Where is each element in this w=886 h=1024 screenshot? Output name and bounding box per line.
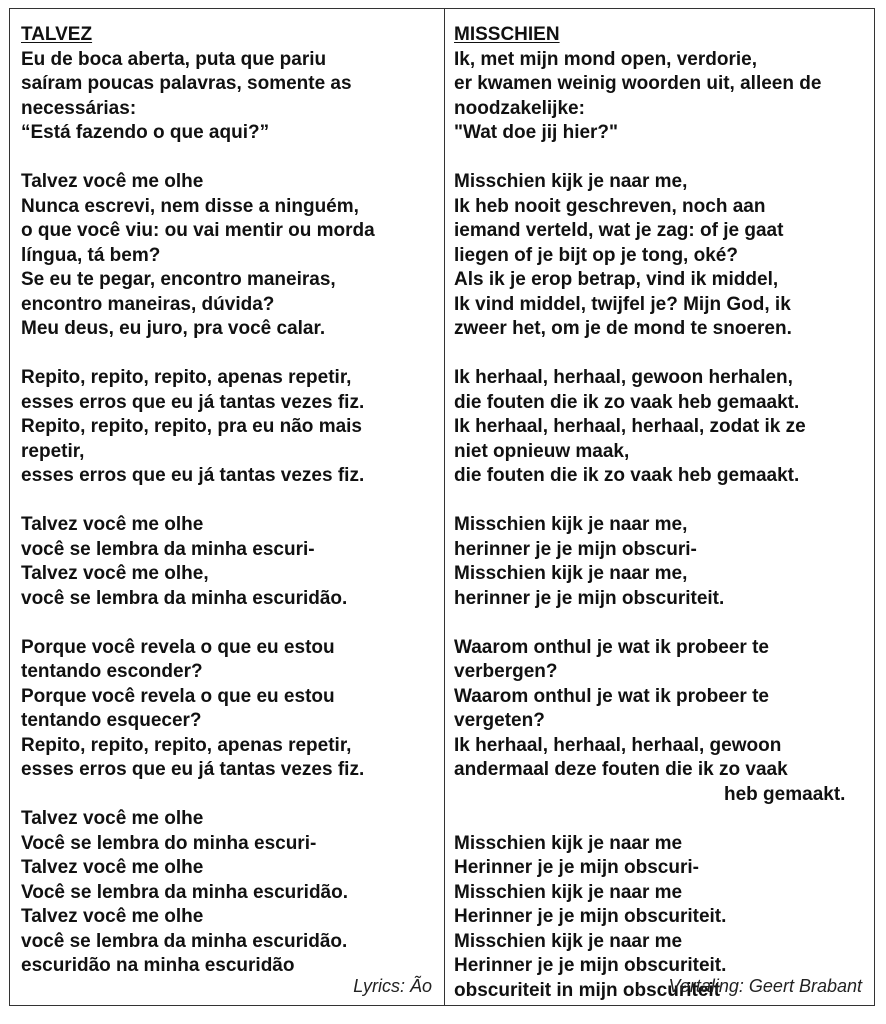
stanza [454, 170, 874, 342]
lyric-line: Talvez você me olhe [21, 808, 204, 829]
lyric-line: "Wat doe jij hier?" [454, 122, 619, 143]
lyric-line: Ik heb nooit geschreven, noch aan [454, 195, 766, 217]
lyric-line: Talvez você me olhe [21, 857, 204, 878]
lyric-line: Porque você revela o que eu estou [21, 636, 335, 658]
stanza [454, 513, 874, 611]
lyric-line: Misschien kijk je naar me, [454, 563, 688, 584]
lyric-line: Misschien kijk je naar me [454, 930, 683, 952]
lyric-line: liegen of je bijt op je tong, oké? [454, 244, 738, 266]
lyrics-credit: Lyrics: Ão [353, 976, 432, 996]
dutch-title: MISSCHIEN [454, 24, 560, 45]
lyric-line: Waarom onthul je wat ik probeer te [454, 685, 769, 707]
lyric-line: Eu de boca aberta, puta que pariu [21, 48, 327, 70]
stanza [21, 48, 444, 146]
lyric-line: Repito, repito, repito, apenas repetir, [21, 734, 352, 756]
lyric-line: vergeten? [454, 710, 545, 731]
lyric-line: você se lembra da minha escuridão. [21, 930, 348, 952]
lyric-line: Se eu te pegar, encontro maneiras, [21, 269, 336, 290]
lyric-line: Als ik je erop betrap, vind ik middel, [454, 269, 779, 290]
lyric-line: Talvez você me olhe [21, 514, 204, 535]
lyric-line: heb gemaakt. [724, 783, 846, 805]
lyric-line: Você se lembra da minha escuridão. [21, 881, 348, 903]
stanza [454, 636, 874, 808]
stanza [454, 366, 874, 489]
lyric-line: Você se lembra do minha escuri- [21, 832, 317, 854]
lyric-line: Misschien kijk je naar me [454, 832, 683, 854]
translation-credit: Vertaling: Geert Brabant [668, 976, 862, 996]
stanza [21, 366, 444, 489]
lyric-line: Misschien kijk je naar me, [454, 171, 688, 192]
lyric-line: esses erros que eu já tantas vezes fiz. [21, 391, 365, 413]
lyric-line: Ik, met mijn mond open, verdorie, [454, 48, 757, 70]
lyric-line: obscuriteit in mijn obscuriteit [454, 979, 721, 1001]
lyric-line: Misschien kijk je naar me [454, 881, 683, 903]
lyric-line: herinner je je mijn obscuriteit. [454, 587, 725, 609]
stanza [21, 170, 444, 342]
lyric-line: Misschien kijk je naar me, [454, 514, 688, 535]
lyric-line: verbergen? [454, 661, 558, 682]
lyric-line: necessárias: [21, 97, 137, 119]
lyric-line: repetir, [21, 440, 85, 462]
lyric-line: Herinner je je mijn obscuri- [454, 857, 699, 878]
lyric-line: tentando esconder? [21, 661, 203, 682]
lyric-line: Ik vind middel, twijfel je? Mijn God, ik [454, 293, 791, 315]
lyric-line: esses erros que eu já tantas vezes fiz. [21, 465, 365, 486]
dutch-translation-column [445, 9, 874, 1005]
lyric-line: noodzakelijke: [454, 97, 585, 119]
lyric-line: escuridão na minha escuridão [21, 955, 295, 976]
lyric-line: você se lembra da minha escuri- [21, 538, 315, 560]
lyric-line: Herinner je je mijn obscuriteit. [454, 955, 727, 976]
stanza [21, 636, 444, 783]
lyric-line: er kwamen weinig woorden uit, alleen de [454, 73, 822, 94]
lyric-line: iemand verteld, wat je zag: of je gaat [454, 220, 784, 241]
lyric-line: Herinner je je mijn obscuriteit. [454, 906, 727, 927]
lyric-line: língua, tá bem? [21, 244, 161, 266]
stanza [21, 513, 444, 611]
portuguese-stanzas [21, 48, 444, 979]
lyric-line: Talvez você me olhe [21, 906, 204, 927]
portuguese-title: TALVEZ [21, 24, 93, 45]
lyric-line: Repito, repito, repito, apenas repetir, [21, 367, 352, 388]
stanza [454, 48, 874, 146]
dutch-stanzas [454, 48, 874, 1004]
lyric-line: herinner je je mijn obscuri- [454, 538, 697, 560]
stanza [21, 807, 444, 979]
lyric-line: você se lembra da minha escuridão. [21, 587, 348, 609]
lyrics-table [9, 8, 875, 1006]
lyric-line: “Está fazendo o que aqui?” [21, 122, 270, 143]
lyric-line: Waarom onthul je wat ik probeer te [454, 636, 769, 658]
lyric-line: Porque você revela o que eu estou [21, 685, 335, 707]
lyric-line: Talvez você me olhe [21, 171, 204, 192]
lyric-line: Ik herhaal, herhaal, herhaal, zodat ik ze [454, 416, 806, 437]
lyric-line: Ik herhaal, herhaal, herhaal, gewoon [454, 734, 782, 756]
lyric-line: andermaal deze fouten die ik zo vaak [454, 759, 788, 780]
lyric-line: Meu deus, eu juro, pra você calar. [21, 318, 326, 339]
lyric-line: die fouten die ik zo vaak heb gemaakt. [454, 391, 800, 413]
lyric-line: Nunca escrevi, nem disse a ninguém, [21, 195, 359, 217]
lyric-line: niet opnieuw maak, [454, 440, 630, 462]
lyric-line: Talvez você me olhe, [21, 563, 209, 584]
lyric-line: die fouten die ik zo vaak heb gemaakt. [454, 465, 800, 486]
lyric-line: tentando esquecer? [21, 710, 202, 731]
portuguese-lyrics-column [10, 9, 445, 1005]
lyric-line: saíram poucas palavras, somente as [21, 73, 352, 94]
lyric-line: Repito, repito, repito, pra eu não mais [21, 416, 362, 437]
lyric-line: o que você viu: ou vai mentir ou morda [21, 220, 375, 241]
lyric-line: encontro maneiras, dúvida? [21, 293, 275, 315]
lyric-line: Ik herhaal, herhaal, gewoon herhalen, [454, 367, 793, 388]
lyric-line: esses erros que eu já tantas vezes fiz. [21, 759, 365, 780]
lyric-line: zweer het, om je de mond te snoeren. [454, 318, 792, 339]
